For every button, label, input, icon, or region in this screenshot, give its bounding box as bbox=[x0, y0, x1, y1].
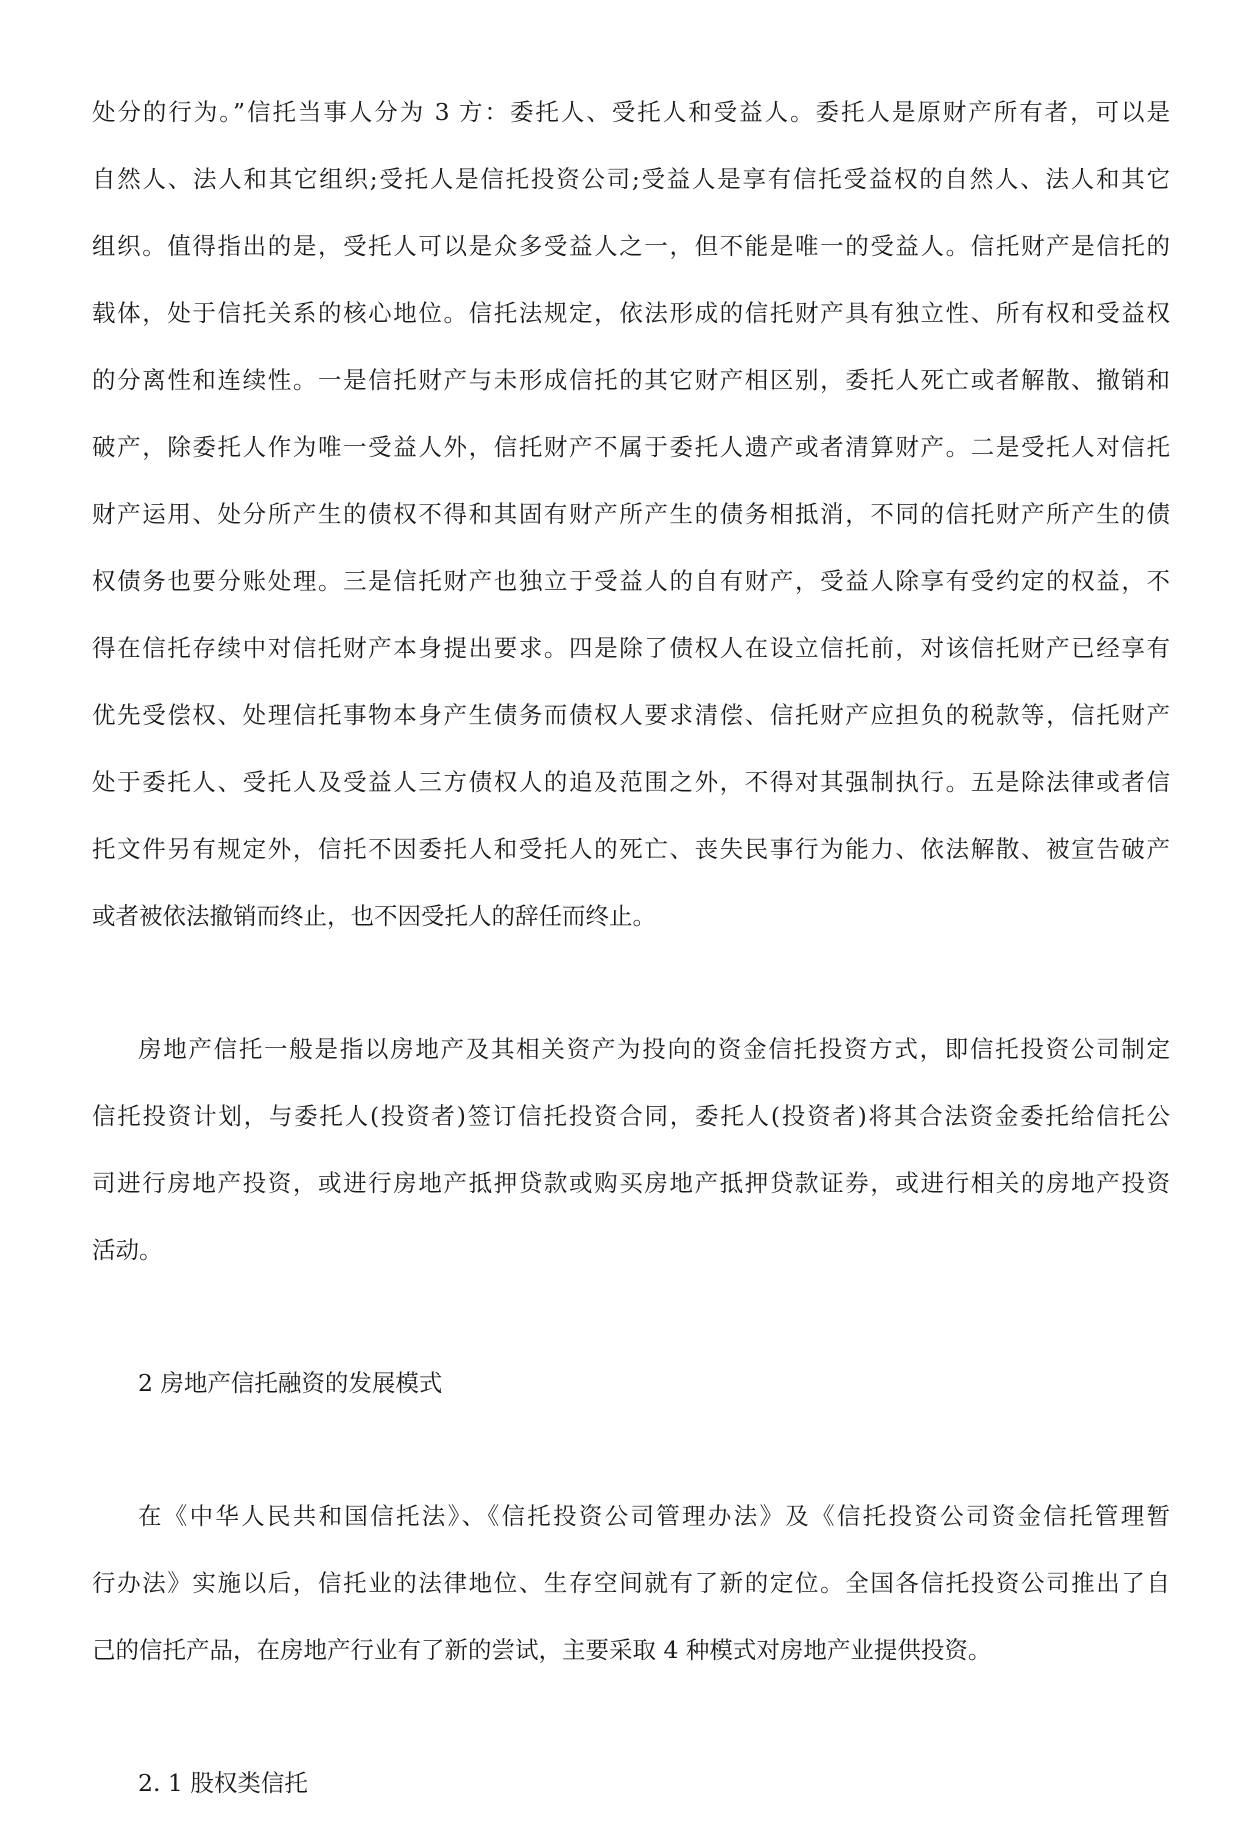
text-line: 处于委托人、受托人及受益人三方债权人的追及范围之外，不得对其强制执行。五是除法律或者信 bbox=[92, 768, 1170, 796]
text-line: 或者被依法撤销而终止，也不因受托人的辞任而终止。 bbox=[92, 902, 656, 930]
text-line: 在《中华人民共和国信托法》、《信托投资公司管理办法》及《信托投资公司资金信托管理暂 bbox=[138, 1502, 1170, 1530]
text-line: 破产，除委托人作为唯一受益人外，信托财产不属于委托人遗产或者清算财产。二是受托人对信托 bbox=[92, 433, 1170, 461]
paragraph-spacer bbox=[92, 1297, 1170, 1363]
section-heading: 2 房地产信托融资的发展模式 bbox=[138, 1369, 443, 1397]
document-page bbox=[92, 92, 1170, 1830]
text-line: 托文件另有规定外，信托不因委托人和受托人的死亡、丧失民事行为能力、依法解散、被宣告破产 bbox=[92, 835, 1170, 863]
paragraph-trust-parties bbox=[92, 92, 1170, 963]
text-line: 己的信托产品，在房地产行业有了新的尝试，主要采取 4 种模式对房地产业提供投资。 bbox=[92, 1636, 992, 1664]
subsection-heading: 2. 1 股权类信托 bbox=[138, 1769, 308, 1797]
paragraph-real-estate-trust-definition bbox=[92, 1029, 1170, 1297]
text-line: 优先受偿权、处理信托事物本身产生债务而债权人要求清偿、信托财产应担负的税款等，信托财产 bbox=[92, 701, 1170, 729]
text-line: 财产运用、处分所产生的债权不得和其固有财产所产生的债务相抵消，不同的信托财产所产生的债 bbox=[92, 500, 1170, 528]
text-line: 房地产信托一般是指以房地产及其相关资产为投向的资金信托投资方式，即信托投资公司制定 bbox=[138, 1035, 1170, 1063]
text-line: 活动。 bbox=[92, 1236, 163, 1264]
text-line: 组织。值得指出的是，受托人可以是众多受益人之一，但不能是唯一的受益人。信托财产是信托的 bbox=[92, 232, 1170, 260]
paragraph-spacer bbox=[92, 963, 1170, 1029]
text-line: 处分的行为。”信托当事人分为 3 方：委托人、受托人和受益人。委托人是原财产所有者，可以是 bbox=[92, 98, 1170, 126]
text-line: 的分离性和连续性。一是信托财产与未形成信托的其它财产相区别，委托人死亡或者解散、撤销和 bbox=[92, 366, 1170, 394]
text-line: 得在信托存续中对信托财产本身提出要求。四是除了债权人在设立信托前，对该信托财产已经享有 bbox=[92, 634, 1170, 662]
paragraph-development-modes bbox=[92, 1496, 1170, 1697]
text-line: 行办法》实施以后，信托业的法律地位、生存空间就有了新的定位。全国各信托投资公司推出了自 bbox=[92, 1569, 1170, 1597]
paragraph-spacer bbox=[92, 1430, 1170, 1496]
text-line: 载体，处于信托关系的核心地位。信托法规定，依法形成的信托财产具有独立性、所有权和受益权 bbox=[92, 299, 1170, 327]
text-line: 司进行房地产投资，或进行房地产抵押贷款或购买房地产抵押贷款证券，或进行相关的房地产投资 bbox=[92, 1169, 1170, 1197]
text-line: 自然人、法人和其它组织;受托人是信托投资公司;受益人是享有信托受益权的自然人、法人和其它 bbox=[92, 165, 1170, 193]
paragraph-spacer bbox=[92, 1697, 1170, 1763]
text-line: 权债务也要分账处理。三是信托财产也独立于受益人的自有财产，受益人除享有受约定的权益，不 bbox=[92, 567, 1170, 595]
text-line: 信托投资计划，与委托人(投资者)签订信托投资合同，委托人(投资者)将其合法资金委托给信托公 bbox=[92, 1102, 1170, 1130]
